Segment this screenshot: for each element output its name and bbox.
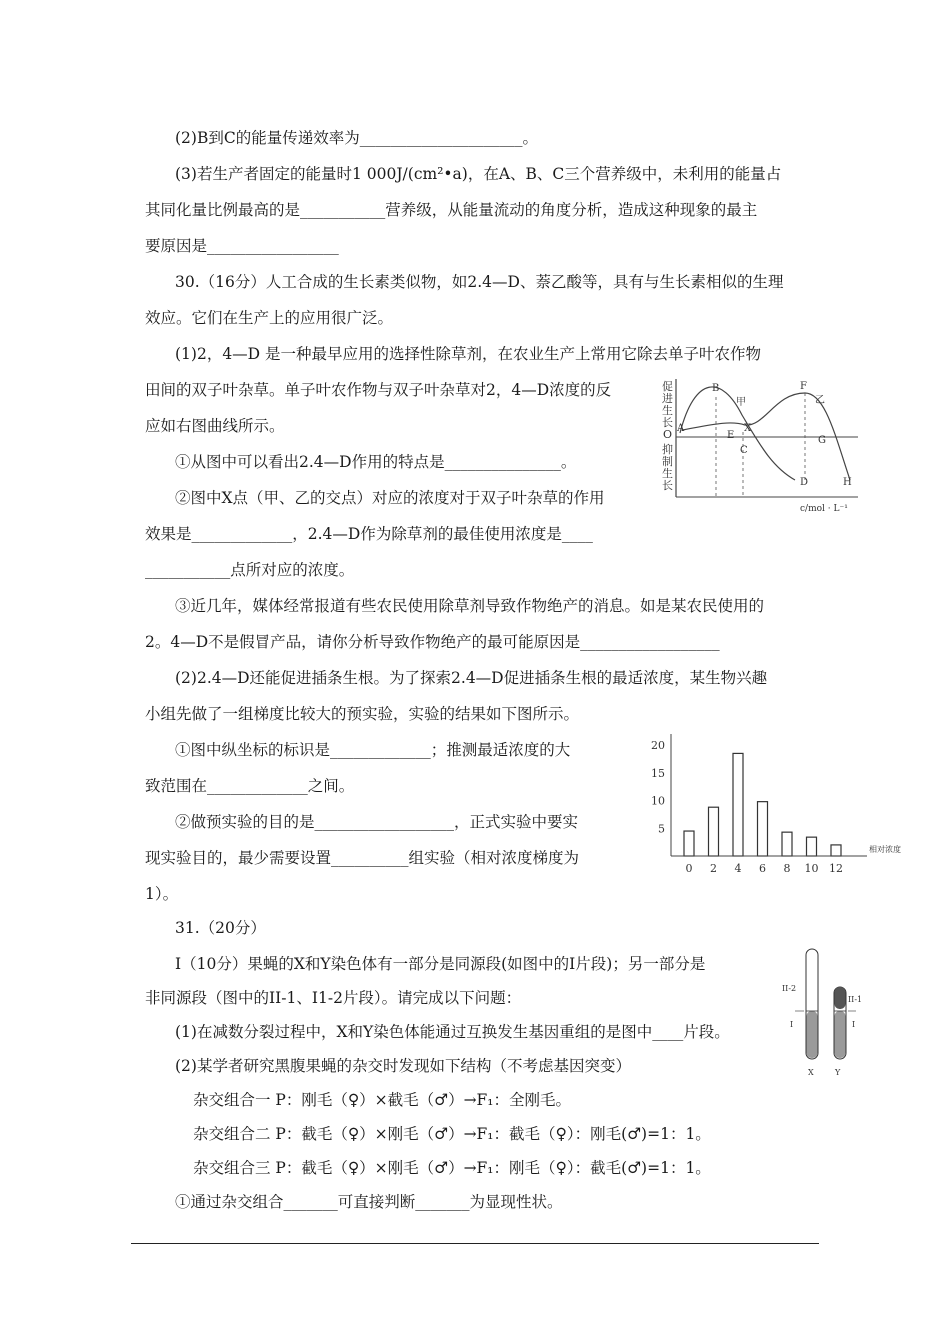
bar-chart-figure [645,728,915,880]
point-c: C [740,445,748,456]
ylabel-char: 制 [662,455,673,468]
q31-q2-sub1: ①通过杂交组合_______可直接判断_______为显现性状。 [175,1193,563,1211]
label-yi: 乙 [815,395,825,406]
curve-x-label: c/mol · L⁻¹ [800,504,848,514]
q29-part3-line3: 要原因是_________________ [145,237,339,255]
x-tick-label: 12 [829,862,843,875]
q30-s2-q1-line1: ①图中纵坐标的标识是_____________；推测最适浓度的大 [175,741,571,759]
q29-part3-line1: (3)若生产者固定的能量时1 000J/(cm²•a)，在A、B、C三个营养级中，未利用的能量占 [175,165,782,183]
x-tick-label: 6 [759,862,766,875]
bar-2 [709,807,719,856]
q30-s2-line1: (2)2.4—D还能促进插条生根。为了探索2.4—D促进插条生根的最适浓度，某生物兴趣 [175,669,768,687]
x-tick-label: 0 [685,862,693,875]
q30-s1-line2: 田间的双子叶杂草。单子叶农作物与双子叶杂草对2，4—D浓度的反 [145,381,612,399]
q31-cross-3: 杂交组合三 P：截毛（♀）×刚毛（♂）→F₁：刚毛（♀）：截毛(♂)=1：1。 [193,1159,711,1177]
footer-rule [131,1243,819,1244]
q30-s1-line1: (1)2，4—D 是一种最早应用的选择性除草剂，在农业生产上常用它除去单子叶农作物 [175,345,762,363]
y-tick-label: 20 [651,739,665,753]
ylabel-char: O [663,428,673,441]
q31-q1: (1)在减数分裂过程中，X和Y染色体能通过互换发生基因重组的是图中____片段。 [175,1023,730,1041]
y-chromosome [834,987,846,1059]
q29-part2: (2)B到C的能量传递效率为_____________________。 [175,129,538,147]
point-a: A [677,423,685,434]
q30-s2-q2-line1: ②做预实验的目的是__________________，正式实验中要实 [175,813,579,831]
q30-s2-q2-line2: 现实验目的，最少需要设置__________组实验（相对浓度梯度为 [145,849,580,867]
q30-s1-q2-line1: ②图中X点（甲、乙的交点）对应的浓度对于双子叶杂草的作用 [175,489,605,507]
bar-4 [733,753,743,856]
q30-s2-line2: 小组先做了一组梯度比较大的预实验，实验的结果如下图所示。 [145,705,580,723]
point-b: B [712,383,720,394]
ylabel-char: 促 [662,380,673,393]
x-tick-label: 4 [734,862,742,875]
ylabel-char: 进 [662,392,673,405]
ylabel-char: 长 [662,416,673,429]
bar-chart [645,728,915,880]
ylabel-char: 生 [662,404,673,417]
y-tick-label: 15 [651,766,665,780]
ylabel-char: 长 [662,479,673,492]
x-tick-label: 10 [804,862,819,875]
point-x: X [744,423,752,434]
q30-s1-q1: ①从图中可以看出2.4—D作用的特点是_______________。 [175,453,577,471]
q30-s1-q3-line2: 2。4—D不是假冒产品，请你分析导致作物绝产的最可能原因是__________________ [145,633,720,651]
y-tick-label: 5 [658,822,665,836]
bar-12 [831,845,841,856]
label-ii-1: II-1 [848,995,863,1004]
dose-response-figure [660,375,860,515]
chromosome-figure [778,945,868,1080]
q30-s2-q2-line3: 1）。 [145,885,179,903]
label-y: Y [835,1068,841,1077]
q30-heading: 30.（16分）人工合成的生长素类似物，如2.4—D、萘乙酸等，具有与生长素相似的生理 [175,273,784,291]
point-g: G [818,435,826,446]
label-i-left: I [790,1020,794,1029]
label-ii-2: II-2 [782,984,797,993]
bar-0 [684,831,694,856]
q31-part1-line2: 非同源段（图中的II-1、I1-2片段）。请完成以下问题： [145,989,522,1007]
bar-x-label: 相对浓度 [869,845,901,854]
x-tick-label: 8 [783,862,791,875]
y-tick-label: 10 [651,794,665,808]
q30-s2-q1-line2: 致范围在_____________之间。 [145,777,355,795]
q30-s1-q2-line2: 效果是_____________，2.4—D作为除草剂的最佳使用浓度是____ [145,525,593,543]
q30-s1-q3-line1: ③近几年，媒体经常报道有些农民使用除草剂导致作物绝产的消息。如是某农民使用的 [175,597,765,615]
label-x: X [808,1068,814,1077]
q31-q2: (2)某学者研究黑腹果蝇的杂交时发现如下结构（不考虑基因突变） [175,1057,631,1075]
point-d: D [800,477,809,488]
point-h: H [843,477,852,488]
q30-heading-line2: 效应。它们在生产上的应用很广泛。 [145,309,394,327]
bar-6 [758,802,768,856]
q29-part3-line2: 其同化量比例最高的是___________营养级，从能量流动的角度分析，造成这种现象的最主 [145,201,758,219]
bar-8 [782,832,792,856]
curve-y-label [662,380,673,492]
q31-cross-2: 杂交组合二 P：截毛（♀）×刚毛（♂）→F₁：截毛（♀）：刚毛(♂)=1：1。 [193,1125,711,1143]
q30-s1-line3: 应如右图曲线所示。 [145,417,285,435]
q31-heading: 31.（20分） [175,919,266,937]
q31-part1-line1: Ⅰ（10分）果蝇的X和Y染色体有一部分是同源段(如图中的Ⅰ片段)；另一部分是 [175,955,706,973]
ylabel-char: 抑 [662,443,673,456]
ylabel-char: 生 [662,467,673,480]
label-jia: 甲 [736,397,746,408]
label-i-right: I [852,1020,856,1029]
x-chromosome [806,949,818,1059]
q30-s1-q2-line3: ___________点所对应的浓度。 [145,561,355,579]
point-e: E [727,430,735,441]
q31-cross-1: 杂交组合一 P：刚毛（♀）×截毛（♂）→F₁：全刚毛。 [193,1091,572,1109]
bar-10 [807,837,817,856]
x-tick-label: 2 [710,862,717,875]
point-f: F [800,381,807,392]
